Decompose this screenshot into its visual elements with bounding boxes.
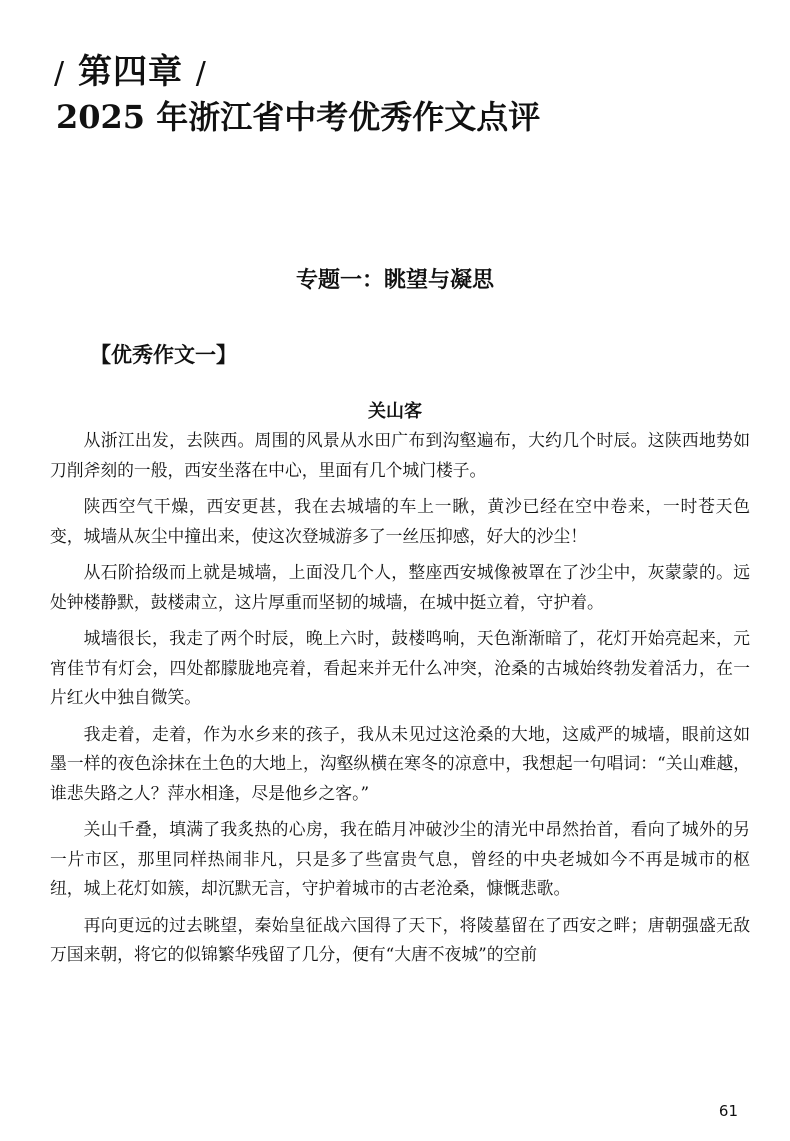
essay-paragraph: 陕西空气干燥，西安更甚，我在去城墙的车上一瞅，黄沙已经在空中卷来，一时苍天色变，城墙从灰尘中撞出来，使这次登城游多了一丝压抑感，好大的沙尘！ xyxy=(50,496,750,546)
chapter-title: 2025 年浙江省中考优秀作文点评 xyxy=(56,98,541,136)
essay-title: 关山客 xyxy=(368,401,422,422)
essay-paragraph: 再向更远的过去眺望，秦始皇征战六国得了天下，将陵墓留在了西安之畔；唐朝强盛无敌万国来朝，将它的似锦繁华残留了几分，便有“大唐不夜城”的空前 xyxy=(50,914,750,964)
page-number: 61 xyxy=(718,1102,738,1120)
essay-paragraph: 关山千叠，填满了我炙热的心房，我在皓月冲破沙尘的清光中昂然抬首，看向了城外的另一片市区，那里同样热闹非凡，只是多了些富贵气息，曾经的中央老城如今不再是城市的枢纽，城上花灯如簇，却沉默无言，守护着城市的古老沧桑，慷慨悲歌。 xyxy=(50,819,750,898)
section-label: 【优秀作文一】 xyxy=(90,343,237,367)
chapter-number: 第四章 xyxy=(77,52,183,92)
essay-paragraph: 从浙江出发，去陕西。周围的风景从水田广布到沟壑遍布，大约几个时辰。这陕西地势如刀削斧刻的一般，西安坐落在中心，里面有几个城门楼子。 xyxy=(50,430,750,480)
chapter-label xyxy=(54,44,207,93)
essay-paragraph: 从石阶拾级而上就是城墙，上面没几个人，整座西安城像被罩在了沙尘中，灰蒙蒙的。远处钟楼静默，鼓楼肃立，这片厚重而坚韧的城墙，在城中挺立着，守护着。 xyxy=(50,562,750,612)
essay-paragraph: 我走着，走着，作为水乡来的孩子，我从未见过这沧桑的大地，这威严的城墙，眼前这如墨一样的夜色涂抹在土色的大地上，沟壑纵横在寒冬的凉意中，我想起一句唱词：“关山难越，谁悲失路之人？萍水相逢，尽是他乡之客。” xyxy=(50,723,750,803)
topic-title: 专题一：眺望与凝思 xyxy=(295,268,494,293)
essay-paragraph: 城墙很长，我走了两个时辰，晚上六时，鼓楼鸣响，天色渐渐暗了，花灯开始亮起来，元宵佳节有灯会，四处都朦胧地亮着，看起来并无什么冲突，沧桑的古城始终勃发着活力，在一片红火中独自微笑。 xyxy=(50,628,750,707)
essay-body xyxy=(50,426,750,977)
chapter-slash-left: / xyxy=(54,56,66,91)
chapter-slash-right: / xyxy=(195,56,207,91)
